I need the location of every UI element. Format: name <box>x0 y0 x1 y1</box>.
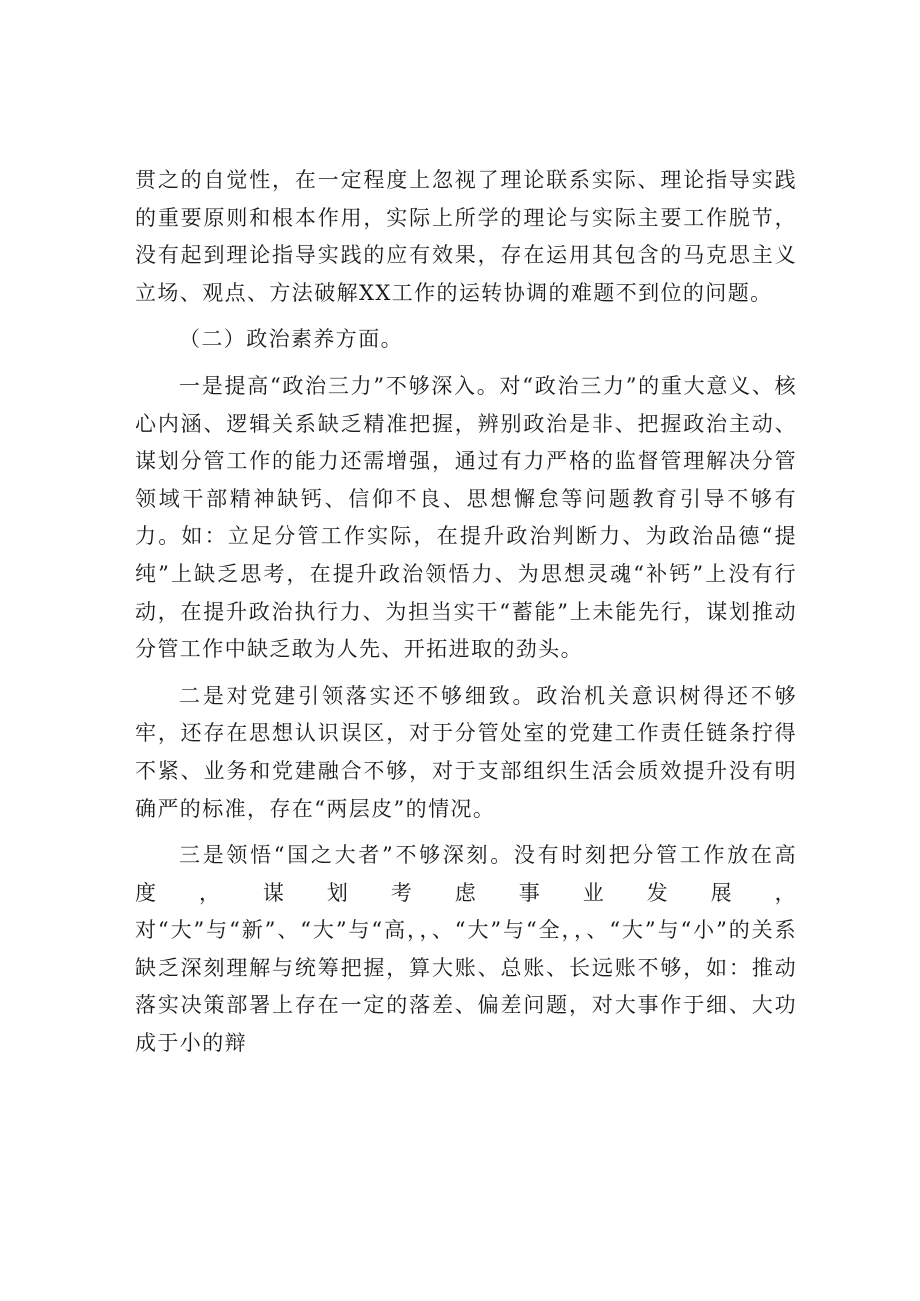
section-heading-political-literacy: （二）政治素养方面。 <box>179 327 403 352</box>
paragraph-national-priorities: 三是领悟“国之大者”不够深刻。没有时刻把分管工作放在高度，谋划考虑事业发展，对“大”与“新”、“大”与“高，，、“大”与“全，，、“大”与“小”的关系缺乏深刻理解与统筹把握，算大账、总账、长远账不够，如：推动落实决策部署上存在一定的落差、偏差问题，对大事作于细、大功成于小的辩 <box>135 843 797 1056</box>
paragraph-political-three-abilities: 一是提高“政治三力”不够深入。对“政治三力”的重大意义、核心内涵、逻辑关系缺乏精准把握，辨别政治是非、把握政治主动、谋划分管工作的能力还需增强，通过有力严格的监督管理解决分管领域干部精神缺钙、信仰不良、思想懈怠等问题教育引导不够有力。如：立足分管工作实际，在提升政治判断力、为政治品德“提纯”上缺乏思考，在提升政治领悟力、为思想灵魂“补钙”上没有行动，在提升政治执行力、为担当实干“蓄能”上未能先行，谋划推动分管工作中缺乏敢为人先、开拓进取的劲头。 <box>135 373 797 662</box>
paragraph-party-building: 二是对党建引领落实还不够细致。政治机关意识树得还不够牢，还存在思想认识误区，对于分管处室的党建工作责任链条拧得不紧、业务和党建融合不够，对于支部组织生活会质效提升没有明确严的标准，存在“两层皮”的情况。 <box>135 683 797 821</box>
paragraph-continuation: 贯之的自觉性，在一定程度上忽视了理论联系实际、理论指导实践的重要原则和根本作用，实际上所学的理论与实际主要工作脱节，没有起到理论指导实践的应有效果，存在运用其包含的马克思主义立场、观点、方法破解XX工作的运转协调的难题不到位的问题。 <box>135 168 797 305</box>
document-body <box>135 162 797 1063</box>
